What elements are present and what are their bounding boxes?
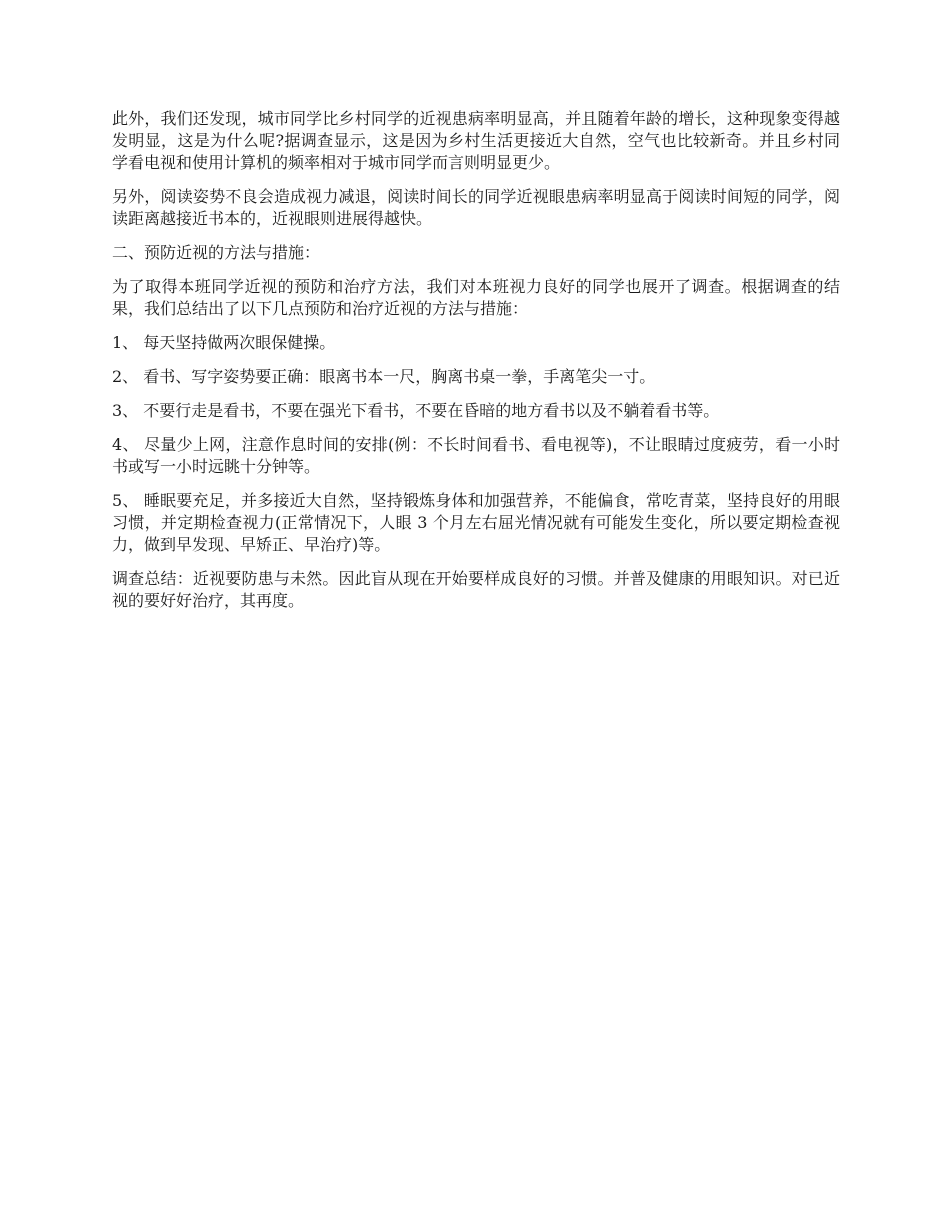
paragraph-city-rural: 此外，我们还发现，城市同学比乡村同学的近视患病率明显高，并且随着年龄的增长，这种现象变得越发明显，这是为什么呢?据调查显示，这是因为乡村生活更接近大自然，空气也比较新奇。并且乡村同学看电视和使用计算机的频率相对于城市同学而言则明显更少。 (112, 109, 840, 172)
paragraph-summary: 调查总结：近视要防患与未然。因此盲从现在开始要样成良好的习惯。并普及健康的用眼知识。对已近视的要好好治疗，其再度。 (112, 569, 840, 610)
list-item-3: 3、 不要行走是看书，不要在强光下看书，不要在昏暗的地方看书以及不躺着看书等。 (112, 401, 720, 420)
document-body (112, 108, 840, 624)
list-item-4: 4、 尽量少上网，注意作息时间的安排(例：不长时间看书、看电视等)，不让眼睛过度疲劳，看一小时书或写一小时远眺十分钟等。 (112, 435, 840, 476)
section-heading-prevention: 二、预防近视的方法与措施： (112, 243, 321, 262)
list-item-5: 5、 睡眠要充足，并多接近大自然，坚持锻炼身体和加强营养，不能偏食，常吃青菜，坚持良好的用眼习惯，并定期检查视力(正常情况下，人眼 3 个月左右屈光情况就有可能发生变化，所以要定期检查视力，做到早发现、早矫正、早治疗)等。 (112, 491, 840, 554)
paragraph-survey-intro: 为了取得本班同学近视的预防和治疗方法，我们对本班视力良好的同学也展开了调查。根据调查的结果，我们总结出了以下几点预防和治疗近视的方法与措施： (112, 277, 840, 318)
list-item-2: 2、 看书、写字姿势要正确：眼离书本一尺，胸离书桌一拳，手离笔尖一寸。 (112, 367, 656, 386)
paragraph-reading-posture: 另外，阅读姿势不良会造成视力减退，阅读时间长的同学近视眼患病率明显高于阅读时间短的同学，阅读距离越接近书本的，近视眼则进展得越快。 (112, 187, 840, 228)
list-item-1: 1、 每天坚持做两次眼保健操。 (112, 333, 336, 352)
